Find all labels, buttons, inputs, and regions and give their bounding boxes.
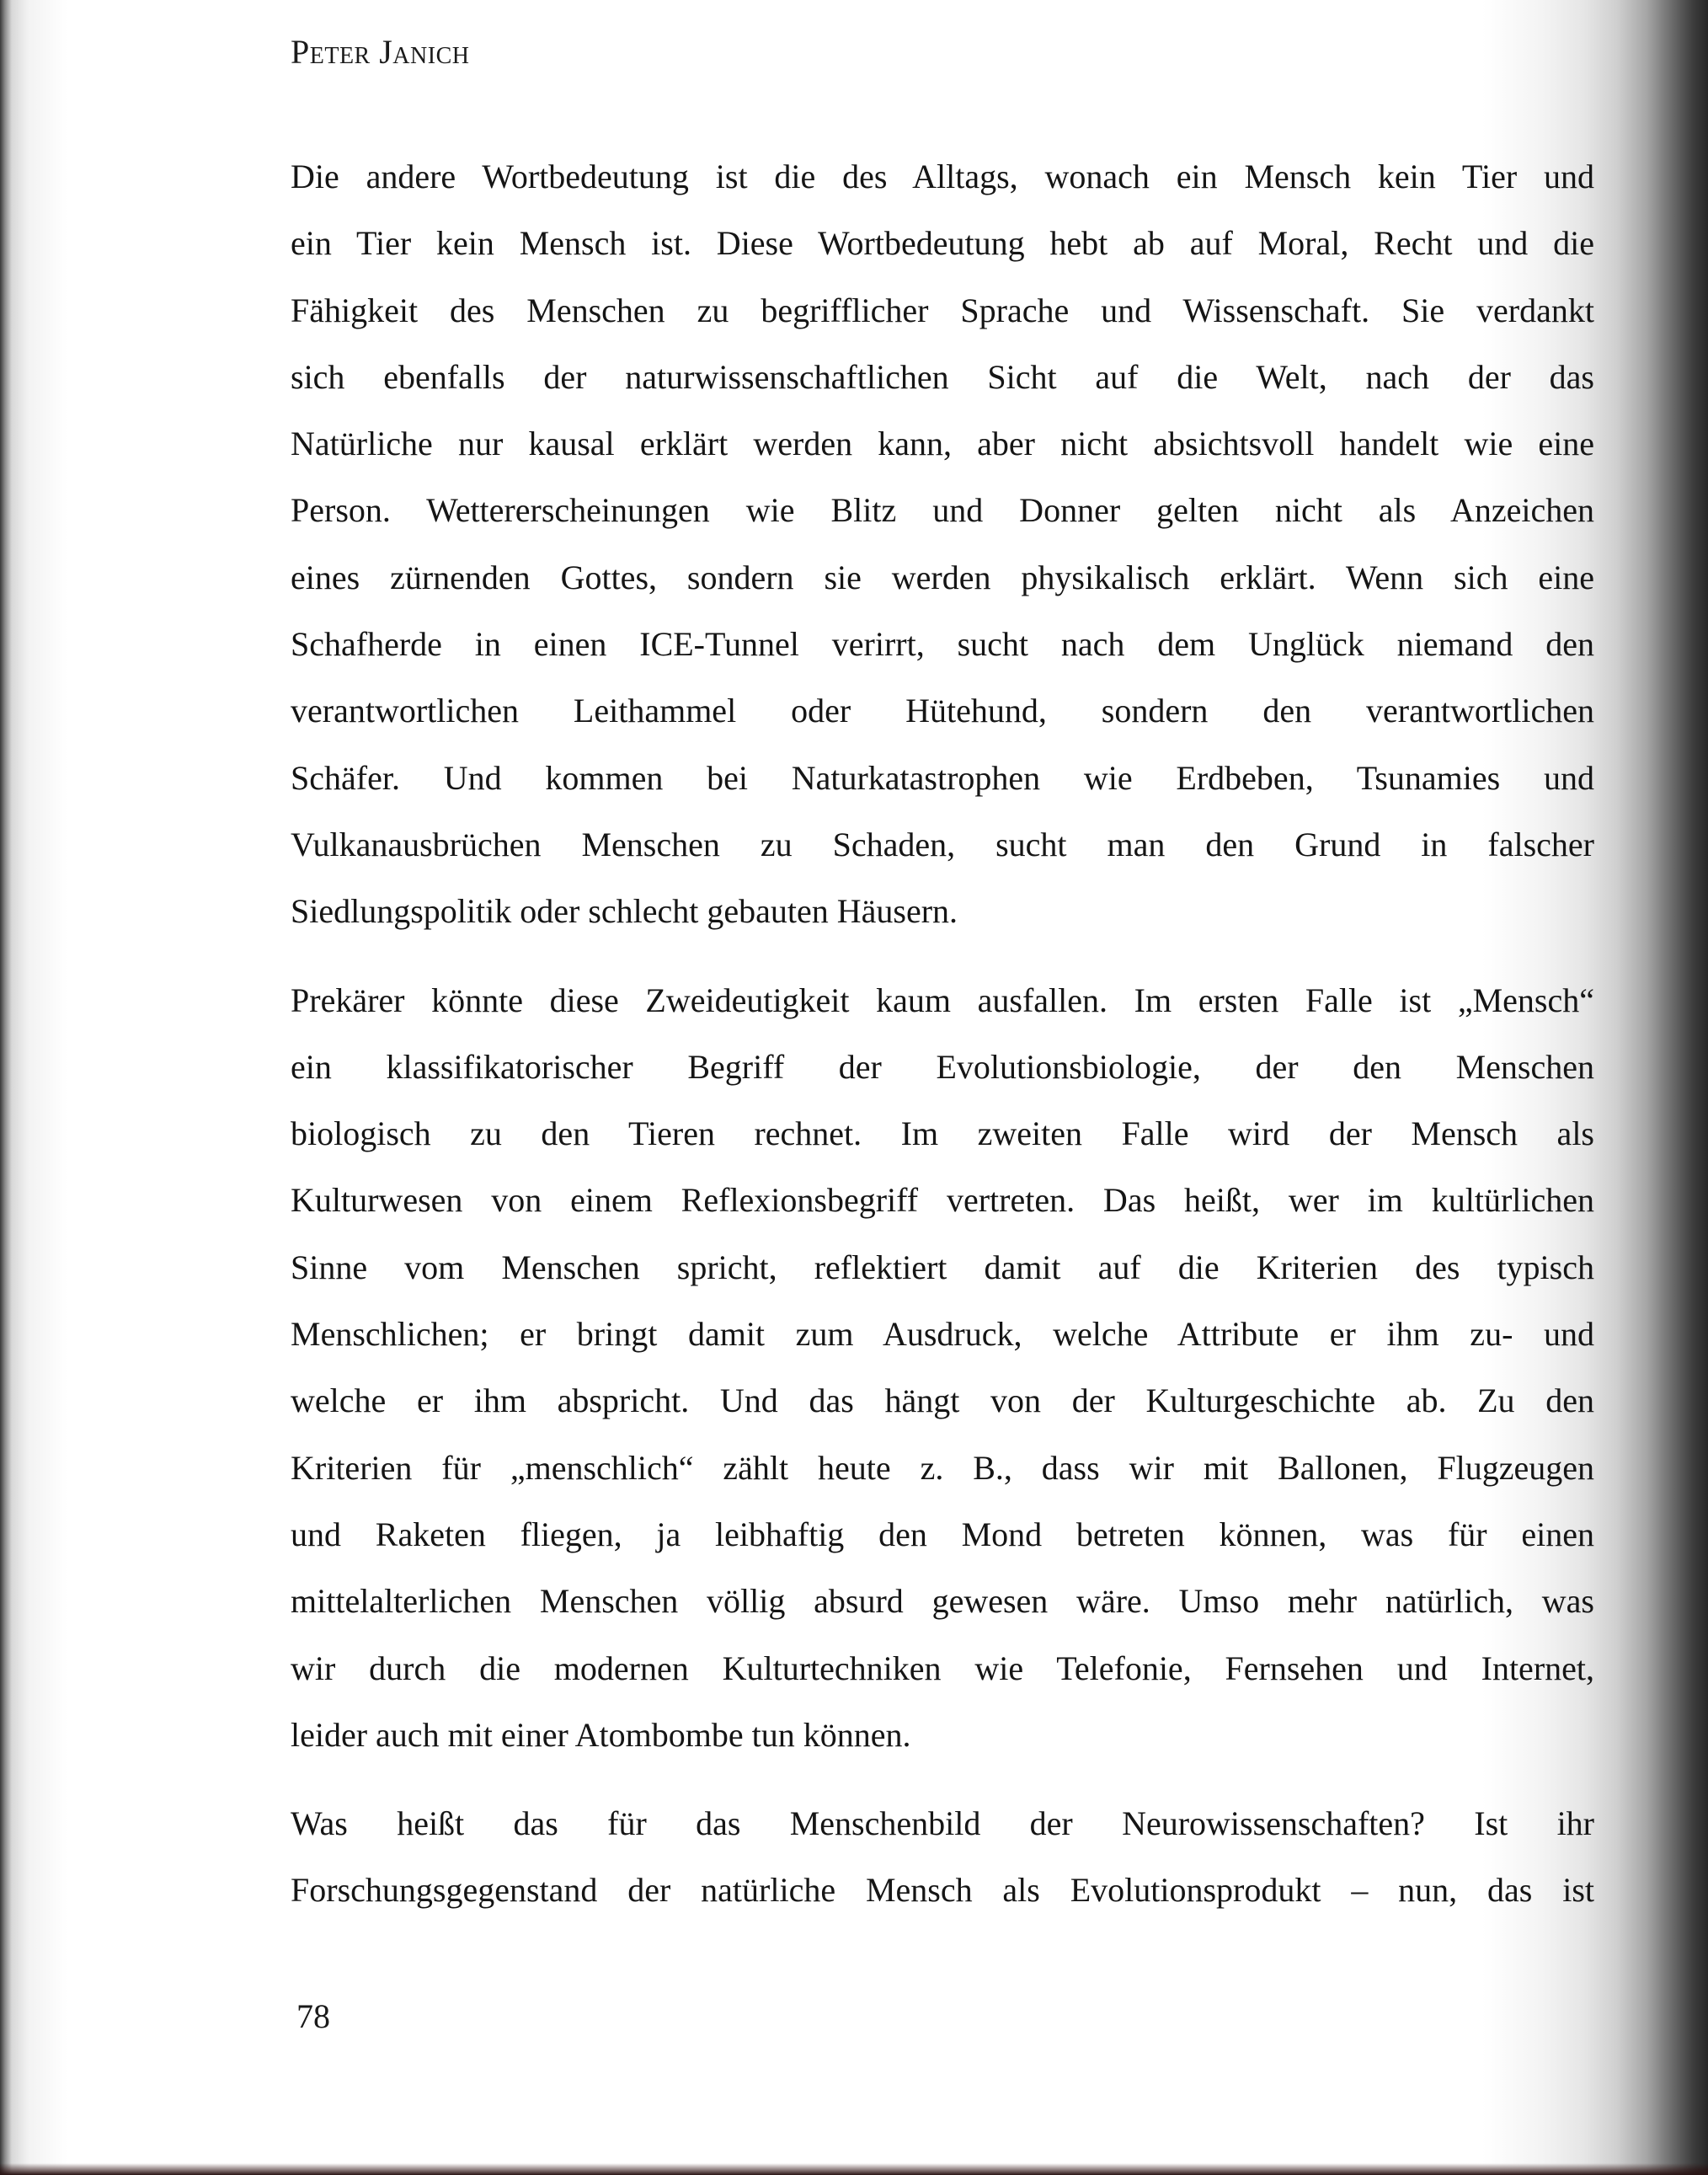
- text-line: Kulturwesen von einem Reflexionsbegriff vertreten. Das heißt, wer im kultürlichen: [291, 1181, 1594, 1220]
- text-line: Sinne vom Menschen spricht, reflektiert damit auf die Kriterien des typisch: [291, 1248, 1594, 1286]
- text-line: sich ebenfalls der naturwissenschaftlichen Sicht auf die Welt, nach der das: [291, 357, 1594, 396]
- text-line: ein klassifikatorischer Begriff der Evolutionsbiologie, der den Menschen: [291, 1047, 1594, 1086]
- body-text: [291, 156, 1594, 1959]
- text-line: Person. Wettererscheinungen wie Blitz und Donner gelten nicht als Anzeichen: [291, 491, 1594, 530]
- text-line: Was heißt das für das Menschenbild der Neurowissenschaften? Ist ihr: [291, 1804, 1594, 1843]
- running-head: Peter Janich: [291, 33, 470, 71]
- text-line: verantwortlichen Leithammel oder Hütehund, sondern den verantwortlichen: [291, 692, 1594, 730]
- text-line: Schafherde in einen ICE-Tunnel verirrt, sucht nach dem Unglück niemand den: [291, 625, 1594, 664]
- text-line: Vulkanausbrüchen Menschen zu Schaden, sucht man den Grund in falscher: [291, 825, 1594, 863]
- paragraph-3: [291, 1803, 1594, 1937]
- text-line: und Raketen fliegen, ja leibhaftig den Mond betreten können, was für einen: [291, 1515, 1594, 1553]
- text-line: Menschlichen; er bringt damit zum Ausdruck, welche Attribute er ihm zu- und: [291, 1315, 1594, 1354]
- text-line: Kriterien für „menschlich“ zählt heute z. B., dass wir mit Ballonen, Flugzeugen: [291, 1448, 1594, 1487]
- text-line: welche er ihm abspricht. Und das hängt von der Kulturgeschichte ab. Zu den: [291, 1381, 1594, 1420]
- page-number: 78: [296, 1997, 330, 2035]
- text-line: Fähigkeit des Menschen zu begrifflicher Sprache und Wissenschaft. Sie verdankt: [291, 291, 1594, 329]
- text-line: ein Tier kein Mensch ist. Diese Wortbedeutung hebt ab auf Moral, Recht und die: [291, 224, 1594, 263]
- paragraph-1: [291, 156, 1594, 958]
- text-line: mittelalterlichen Menschen völlig absurd gewesen wäre. Umso mehr natürlich, was: [291, 1582, 1594, 1621]
- text-line: Prekärer könnte diese Zweideutigkeit kaum ausfallen. Im ersten Falle ist „Mensch“: [291, 981, 1594, 1019]
- text-line: Die andere Wortbedeutung ist die des Alltags, wonach ein Mensch kein Tier und: [291, 158, 1594, 195]
- paragraph-2: [291, 980, 1594, 1782]
- text-line: Forschungsgegenstand der natürliche Mensch als Evolutionsprodukt – nun, das ist: [291, 1871, 1594, 1910]
- text-line: leider auch mit einer Atombombe tun können.: [291, 1715, 911, 1754]
- text-line: wir durch die modernen Kulturtechniken wie Telefonie, Fernsehen und Internet,: [291, 1649, 1594, 1687]
- text-line: Siedlungspolitik oder schlecht gebauten Häusern.: [291, 892, 958, 931]
- text-line: Schäfer. Und kommen bei Naturkatastrophen wie Erdbeben, Tsunamies und: [291, 758, 1594, 797]
- text-line: biologisch zu den Tieren rechnet. Im zweiten Falle wird der Mensch als: [291, 1114, 1594, 1153]
- text-line: Natürliche nur kausal erklärt werden kann, aber nicht absichtsvoll handelt wie eine: [291, 425, 1594, 463]
- text-line: eines zürnenden Gottes, sondern sie werden physikalisch erklärt. Wenn sich eine: [291, 558, 1594, 596]
